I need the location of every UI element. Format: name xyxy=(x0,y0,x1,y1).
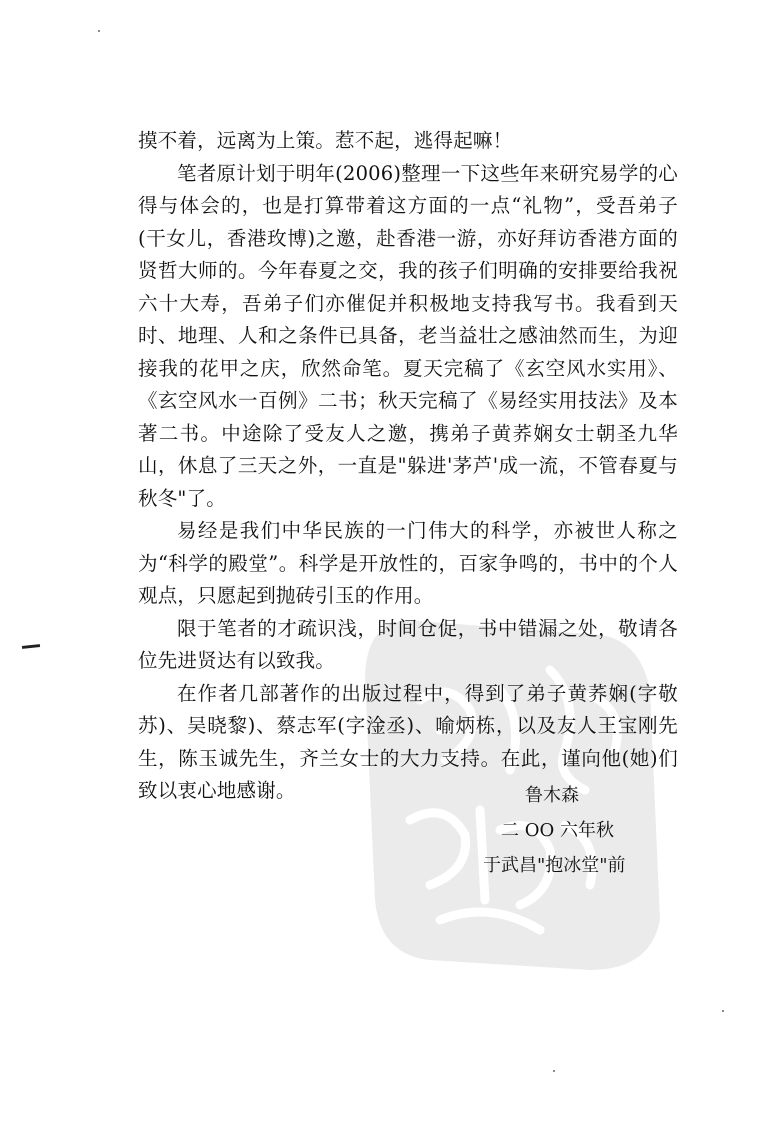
paragraph-apology: 限于笔者的才疏识浅，时间仓促，书中错漏之处，敬请各位先进贤达有以致我。 xyxy=(138,616,678,672)
scan-speck xyxy=(722,1010,724,1012)
paragraph-acknowledgements: 在作者几部著作的出版过程中，得到了弟子黄荞娴(字敬苏)、吴晓黎)、蔡志军(字淦丞)、喻炳栋，以及友人王宝刚先生，陈玉诚先生，齐兰女士的大力支持。在此，谨向他(她)们致以衷心地感谢。 xyxy=(138,681,678,802)
body-text xyxy=(138,125,678,808)
signature-date: 二 OO 六年秋 xyxy=(501,820,614,841)
scan-speck xyxy=(553,1070,555,1072)
paragraph-writing-plan: 笔者原计划于明年(2006)整理一下这些年来研究易学的心得与体会的，也是打算带着这方面的一点“礼物”，受吾弟子(干女儿，香港玫博)之邀，赴香港一游，亦好拜访香港方面的贤哲大师的。今年春夏之交，我的孩子们明确的安排要给我祝六十大寿，吾弟子们亦催促并积极地支持我写书。我看到天时、地理、人和之条件已具备，老当益壮之感油然而生，为迎接我的花甲之庆，欣然命笔。夏天完稿了《玄空风水实用》、《玄空风水一百例》二书；秋天完稿了《易经实用技法》及本著二书。中途除了受友人之邀，携弟子黄荞娴女士朝圣九华山，休息了三天之外，一直是"躲进'茅芦'成一流，不管春夏与秋冬"了。 xyxy=(138,161,678,510)
margin-mark xyxy=(22,644,40,649)
scan-speck xyxy=(98,30,100,32)
signature-place: 于武昌"抱冰堂"前 xyxy=(483,855,626,876)
signature-author: 鲁木森 xyxy=(525,785,579,806)
paragraph-yijing-science: 易经是我们中华民族的一门伟大的科学，亦被世人称之为“科学的殿堂”。科学是开放性的，百家争鸣的，书中的个人观点，只愿起到抛砖引玉的作用。 xyxy=(138,519,678,607)
paragraph-continued: 摸不着，远离为上策。惹不起，逃得起嘛！ xyxy=(138,129,513,152)
